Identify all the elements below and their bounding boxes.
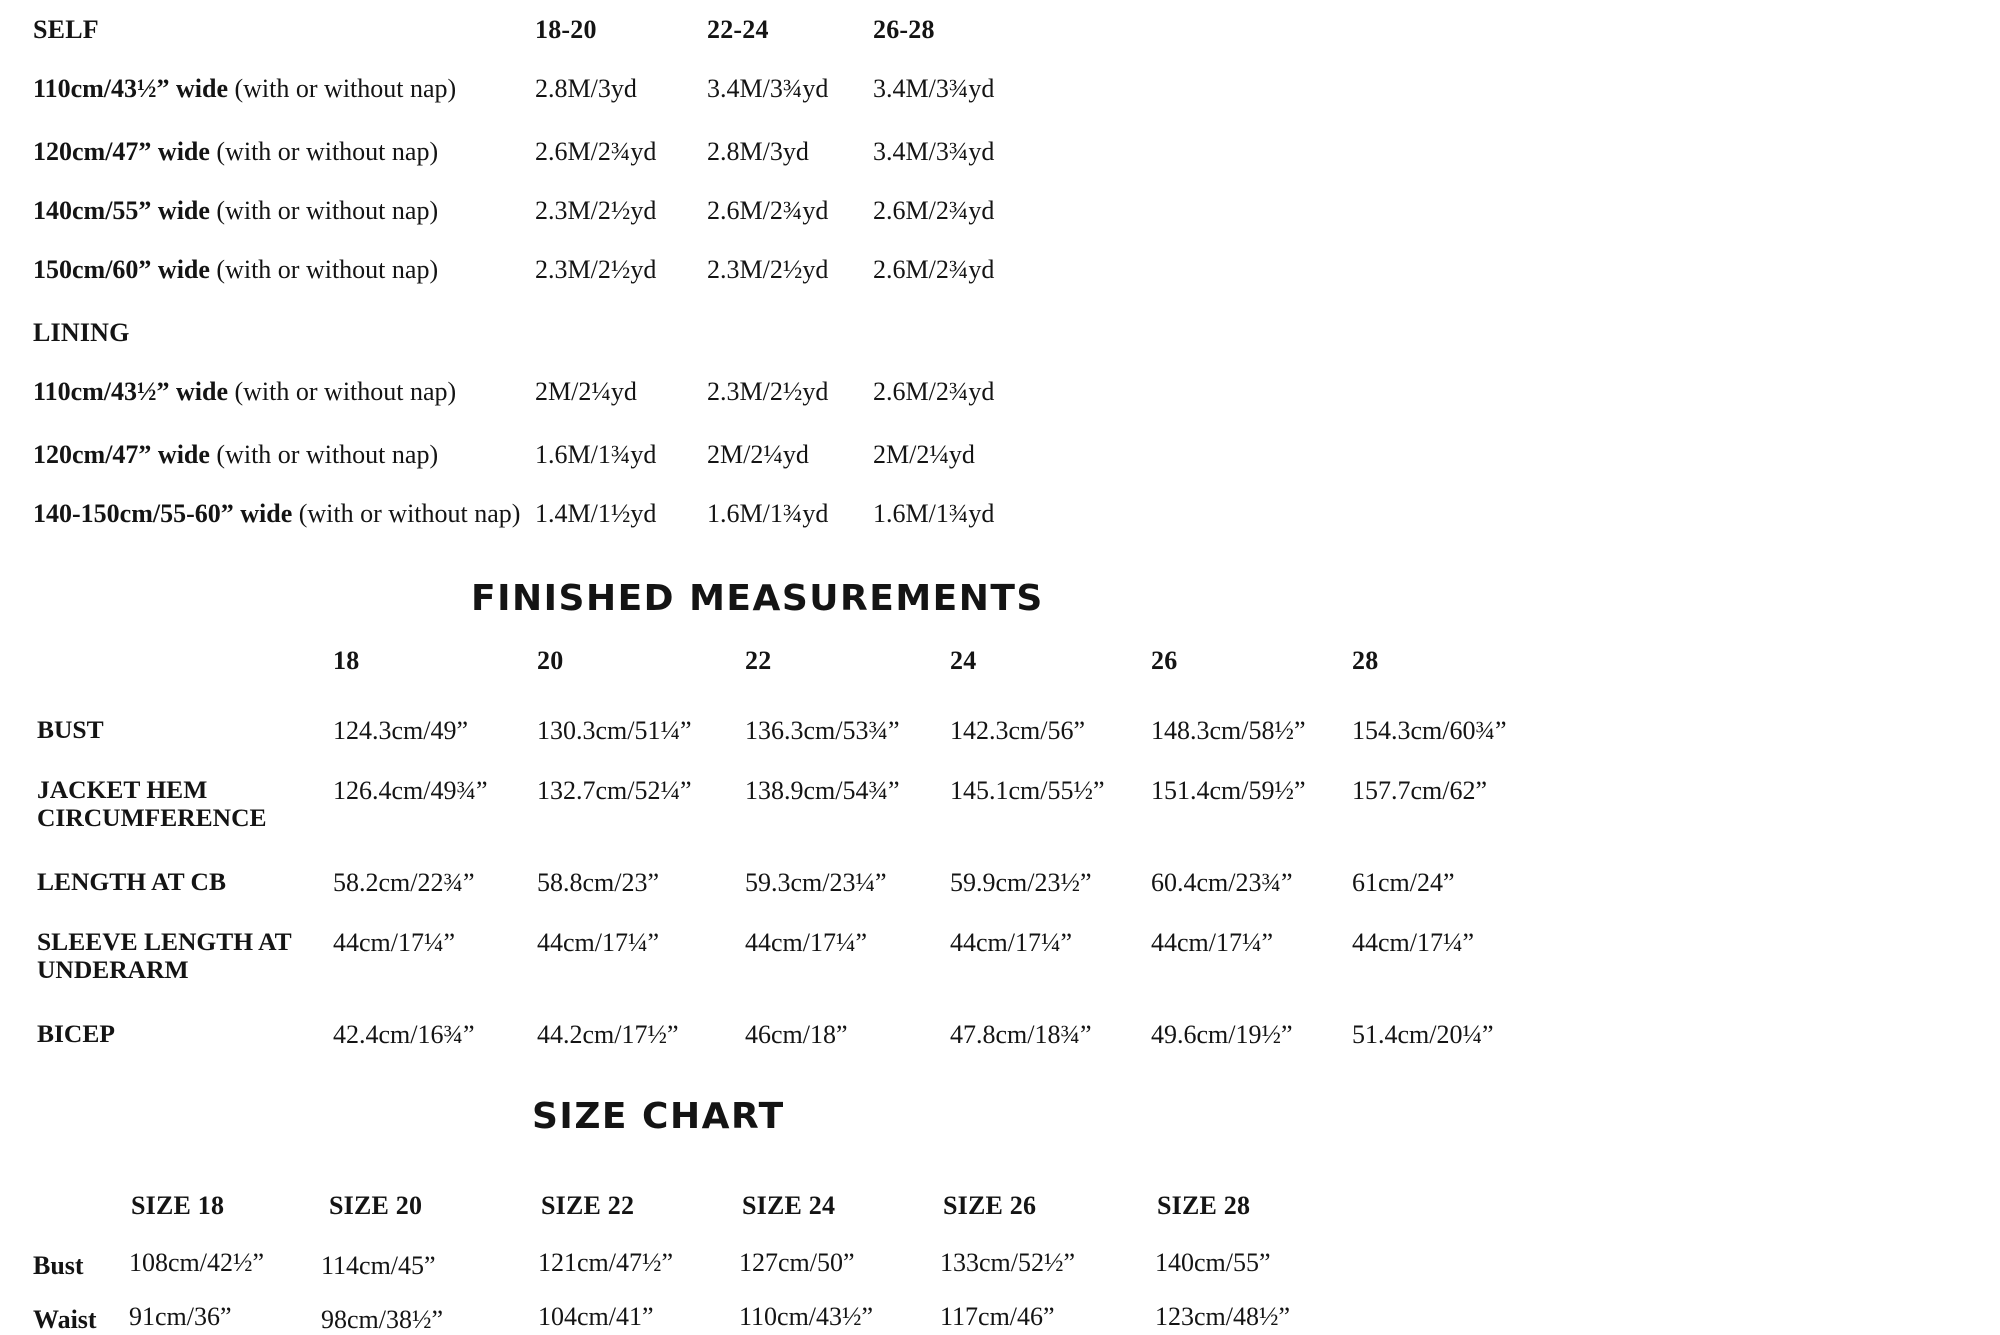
measurement-cell: 124.3cm/49” xyxy=(333,716,469,745)
measurement-cell: 145.1cm/55½” xyxy=(950,776,1105,805)
measurement-label: JACKET HEM CIRCUMFERENCE xyxy=(37,775,267,832)
fabric-width-row xyxy=(33,137,438,167)
measurement-cell: 42.4cm/16¾” xyxy=(333,1020,475,1049)
size-chart-cell: 121cm/47½” xyxy=(538,1248,674,1277)
fabric-width-row xyxy=(33,499,520,529)
yardage-cell: 2.6M/2¾yd xyxy=(873,255,995,284)
nap-note: (with or without nap) xyxy=(216,440,439,469)
measurement-cell: 148.3cm/58½” xyxy=(1151,716,1306,745)
measurement-cell: 126.4cm/49¾” xyxy=(333,776,488,805)
measurement-cell: 157.7cm/62” xyxy=(1352,776,1488,805)
size-chart-cell: 104cm/41” xyxy=(538,1302,654,1331)
measurement-cell: 51.4cm/20¼” xyxy=(1352,1020,1494,1049)
measurement-cell: 60.4cm/23¾” xyxy=(1151,868,1293,897)
yardage-cell: 2.3M/2½yd xyxy=(707,377,829,406)
yardage-cell: 2.3M/2½yd xyxy=(535,255,657,284)
fabric-width-row xyxy=(33,377,456,407)
size-chart-header: SIZE 22 xyxy=(541,1191,635,1220)
yardage-cell: 2.6M/2¾yd xyxy=(873,377,995,406)
size-chart-cell: 114cm/45” xyxy=(321,1251,436,1280)
size-header: 18 xyxy=(333,646,360,675)
yardage-cell: 1.6M/1¾yd xyxy=(873,499,995,528)
measurement-cell: 44.2cm/17½” xyxy=(537,1020,679,1049)
size-chart-header: SIZE 18 xyxy=(131,1191,225,1220)
nap-note: (with or without nap) xyxy=(216,255,439,284)
measurement-cell: 59.3cm/23¼” xyxy=(745,868,887,897)
size-chart-header: SIZE 20 xyxy=(329,1191,423,1220)
size-header: 22 xyxy=(745,646,772,675)
fabric-width: 120cm/47” wide xyxy=(33,137,210,166)
measurement-cell: 47.8cm/18¾” xyxy=(950,1020,1092,1049)
size-chart-cell: 98cm/38½” xyxy=(321,1305,444,1334)
size-chart-cell: 133cm/52½” xyxy=(940,1248,1076,1277)
measurement-cell: 132.7cm/52¼” xyxy=(537,776,692,805)
measurement-cell: 136.3cm/53¾” xyxy=(745,716,900,745)
yardage-cell: 3.4M/3¾yd xyxy=(707,74,829,103)
size-chart-title: SIZE CHART xyxy=(532,1096,785,1137)
yardage-cell: 2.8M/3yd xyxy=(707,137,809,166)
yardage-cell: 1.4M/1½yd xyxy=(535,499,657,528)
measurement-cell: 44cm/17¼” xyxy=(1352,928,1475,957)
size-chart-cell: 123cm/48½” xyxy=(1155,1302,1291,1331)
fabric-width-row xyxy=(33,196,438,226)
size-chart-header: SIZE 26 xyxy=(943,1191,1037,1220)
size-header: 24 xyxy=(950,646,977,675)
size-header: 26 xyxy=(1151,646,1178,675)
measurement-cell: 49.6cm/19½” xyxy=(1151,1020,1293,1049)
measurement-cell: 138.9cm/54¾” xyxy=(745,776,900,805)
nap-note: (with or without nap) xyxy=(216,196,439,225)
nap-note: (with or without nap) xyxy=(298,499,521,528)
yardage-cell: 2.3M/2½yd xyxy=(535,196,657,225)
yardage-cell: 2M/2¼yd xyxy=(707,440,809,469)
body-measure-label: Bust xyxy=(33,1251,84,1280)
size-chart-header: SIZE 28 xyxy=(1157,1191,1251,1220)
fabric-width-row xyxy=(33,255,438,285)
size-chart-cell: 127cm/50” xyxy=(739,1248,855,1277)
size-chart-cell: 91cm/36” xyxy=(129,1302,232,1331)
fabric-width: 110cm/43½” wide xyxy=(33,74,228,103)
yardage-cell: 2.6M/2¾yd xyxy=(873,196,995,225)
fabric-width: 140cm/55” wide xyxy=(33,196,210,225)
size-chart-cell: 108cm/42½” xyxy=(129,1248,265,1277)
yardage-cell: 1.6M/1¾yd xyxy=(535,440,657,469)
finished-measurements-title: FINISHED MEASUREMENTS xyxy=(471,578,1044,619)
yardage-cell: 2.6M/2¾yd xyxy=(535,137,657,166)
size-chart-cell: 110cm/43½” xyxy=(739,1302,874,1331)
measurement-cell: 44cm/17¼” xyxy=(745,928,868,957)
measurement-cell: 59.9cm/23½” xyxy=(950,868,1092,897)
measurement-label: BICEP xyxy=(37,1019,115,1048)
yardage-cell: 2M/2¼yd xyxy=(873,440,975,469)
nap-note: (with or without nap) xyxy=(234,377,457,406)
fabric-width: 120cm/47” wide xyxy=(33,440,210,469)
measurement-label: BUST xyxy=(37,715,104,744)
measurement-cell: 58.8cm/23” xyxy=(537,868,660,897)
yardage-cell: 3.4M/3¾yd xyxy=(873,74,995,103)
measurement-cell: 61cm/24” xyxy=(1352,868,1455,897)
fabric-width: 110cm/43½” wide xyxy=(33,377,228,406)
fabric-width-row xyxy=(33,440,438,470)
measurement-cell: 44cm/17¼” xyxy=(537,928,660,957)
yardage-cell: 1.6M/1¾yd xyxy=(707,499,829,528)
size-group-header: 26-28 xyxy=(873,15,935,44)
lining-heading: LINING xyxy=(33,318,130,347)
measurement-cell: 151.4cm/59½” xyxy=(1151,776,1306,805)
measurement-cell: 46cm/18” xyxy=(745,1020,848,1049)
measurement-cell: 130.3cm/51¼” xyxy=(537,716,692,745)
yardage-cell: 2.8M/3yd xyxy=(535,74,637,103)
measurement-cell: 44cm/17¼” xyxy=(333,928,456,957)
size-header: 28 xyxy=(1352,646,1379,675)
measurement-label: SLEEVE LENGTH AT UNDERARM xyxy=(37,927,292,984)
measurement-cell: 142.3cm/56” xyxy=(950,716,1086,745)
measurement-cell: 154.3cm/60¾” xyxy=(1352,716,1507,745)
yardage-cell: 2M/2¼yd xyxy=(535,377,637,406)
body-measure-label: Waist xyxy=(33,1305,97,1334)
self-heading: SELF xyxy=(33,15,99,44)
measurement-cell: 58.2cm/22¾” xyxy=(333,868,475,897)
fabric-width: 140-150cm/55-60” wide xyxy=(33,499,293,528)
yardage-cell: 3.4M/3¾yd xyxy=(873,137,995,166)
size-chart-cell: 117cm/46” xyxy=(940,1302,1055,1331)
fabric-width-row xyxy=(33,74,456,104)
fabric-width: 150cm/60” wide xyxy=(33,255,210,284)
size-chart-cell: 140cm/55” xyxy=(1155,1248,1271,1277)
measurement-label: LENGTH AT CB xyxy=(37,867,226,896)
size-header: 20 xyxy=(537,646,564,675)
yardage-cell: 2.3M/2½yd xyxy=(707,255,829,284)
measurement-cell: 44cm/17¼” xyxy=(1151,928,1274,957)
nap-note: (with or without nap) xyxy=(234,74,457,103)
size-chart-header: SIZE 24 xyxy=(742,1191,836,1220)
yardage-cell: 2.6M/2¾yd xyxy=(707,196,829,225)
nap-note: (with or without nap) xyxy=(216,137,439,166)
measurement-cell: 44cm/17¼” xyxy=(950,928,1073,957)
size-group-header: 18-20 xyxy=(535,15,597,44)
size-group-header: 22-24 xyxy=(707,15,769,44)
